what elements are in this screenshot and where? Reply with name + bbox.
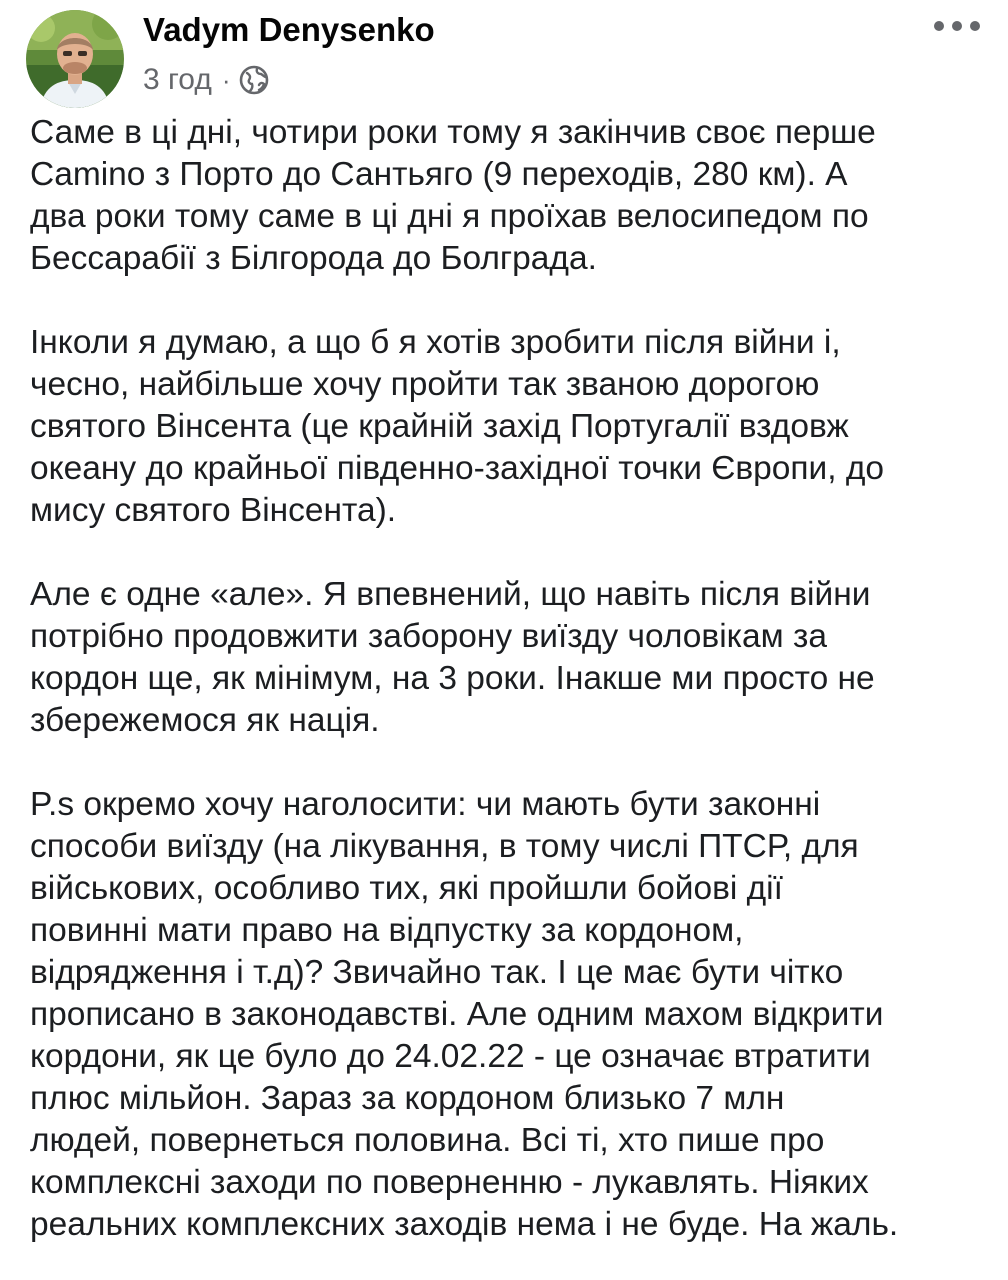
more-dot xyxy=(934,21,944,31)
post-paragraph: Інколи я думаю, а що б я хотів зробити після війни і, чесно, найбільше хочу пройти так званою дорогою святого Вінсента (це крайній захід Португалії вздовж океану до крайньої південно-західної точки Європи, до мису святого Вінсента). xyxy=(30,324,885,529)
post-meta xyxy=(143,60,269,100)
post-paragraph: P.s окремо хочу наголосити: чи мають бути законні способи виїзду (на лікування, в тому числі ПТСР, для військових, особливо тих, які пройшли бойові дії повинні мати право на відпустку за кордоном, відрядження і т.д)? Звичайно так. І це має бути чітко прописано в законодавстві. Але одним махом відкрити кордони, як це було до 24.02.22 - це означає втратити плюс мільйон. Зараз за кордоном близько 7 млн людей, повернеться половина. Всі ті, хто пише про комплексні заходи по поверненню - лукавлять. Ніяких реальних комплексних заходів нема і не буде. На жаль. xyxy=(30,786,899,1243)
avatar-photo xyxy=(26,10,124,108)
author-name[interactable]: Vadym Denysenko xyxy=(143,11,435,48)
post-timestamp[interactable]: 3 год xyxy=(143,63,212,96)
author-avatar[interactable] xyxy=(26,10,124,108)
post-paragraph: Але є одне «але». Я впевнений, що навіть після війни потрібно продовжити заборону виїзду чоловікам за кордон ще, як мінімум, на 3 роки. Інакше ми просто не збережемося як нація. xyxy=(30,576,875,739)
post-header xyxy=(0,0,1008,110)
post-body xyxy=(30,112,990,1246)
meta-separator: · xyxy=(221,64,231,95)
globe-icon[interactable] xyxy=(239,65,269,95)
post-paragraph: Саме в ці дні, чотири роки тому я закінчив своє перше Camino з Порто до Сантьяго (9 переходів, 280 км). А два роки тому саме в ці дні я проїхав велосипедом по Бессарабії з Білгорода до Болграда. xyxy=(30,114,876,277)
more-dot xyxy=(970,21,980,31)
more-options-icon[interactable] xyxy=(934,14,980,38)
more-dot xyxy=(952,21,962,31)
